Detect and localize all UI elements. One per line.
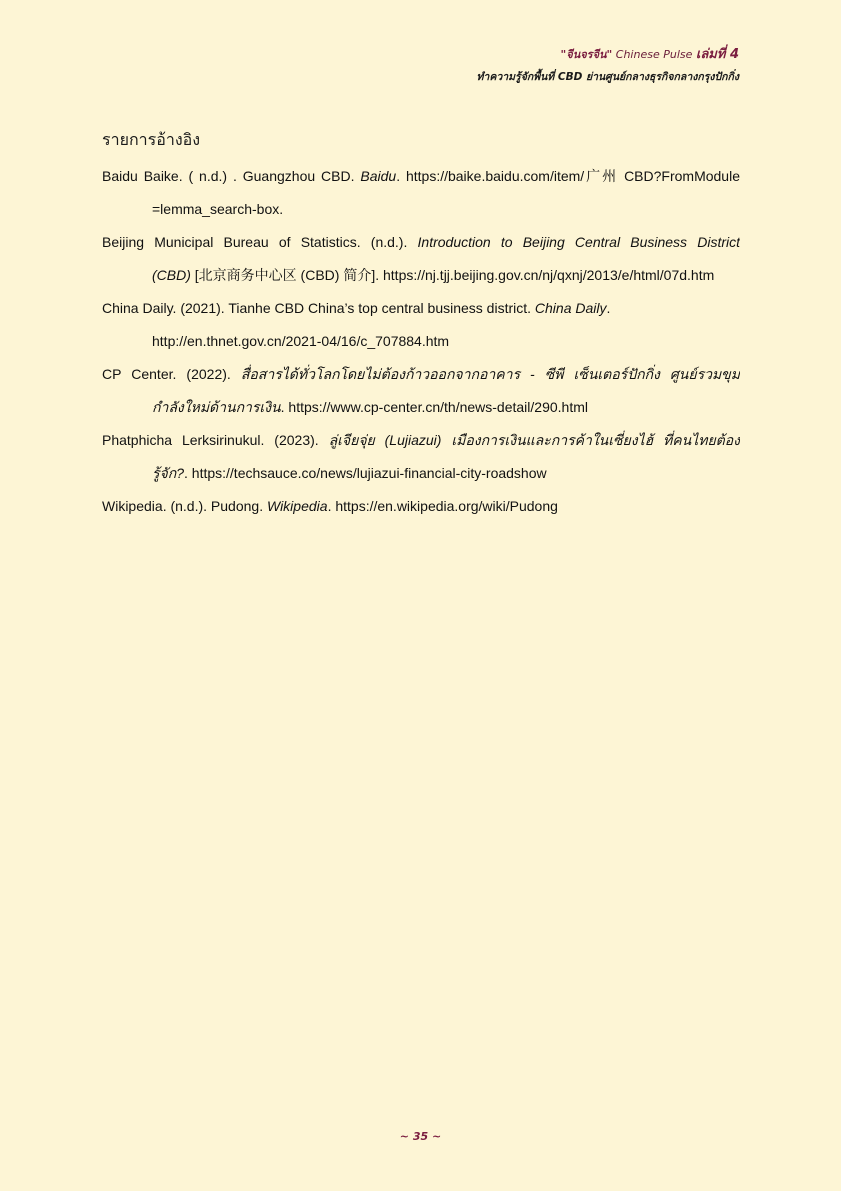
reference-line <box>102 490 740 523</box>
reference-url: . https://techsauce.co/news/lujiazui-financial-city-roadshow <box>184 465 547 481</box>
reference-source: China Daily <box>534 300 607 316</box>
page-number: ~ 35 ~ <box>399 1130 442 1143</box>
header-title-line <box>477 44 740 66</box>
running-header <box>477 44 740 88</box>
reference-url: . https://baike.baidu.com/item/广州 CBD?FromModule <box>396 168 740 184</box>
reference-title: ลู่เจียจุ่ย (Lujiazui) เมืองการเงินและการค้าในเซี่ยงไฮ้ ที่คนไทยต้อง <box>328 432 740 448</box>
reference-url: [北京商务中心区 (CBD) 简介]. https://nj.tjj.beijing.gov.cn/nj/qxnj/2013/e/html/07d.htm <box>190 267 715 283</box>
header-subtitle: ทำความรู้จักพื้นที่ CBD ย่านศูนย์กลางธุรกิจกลางกรุงปักกิ่ง <box>476 71 739 83</box>
reference-entry <box>102 424 740 490</box>
reference-entry <box>102 226 740 292</box>
reference-title-tail: (CBD) <box>152 267 191 283</box>
reference-title-tail: รู้จัก? <box>152 465 184 481</box>
reference-line-continued <box>102 193 740 226</box>
reference-text: Beijing Municipal Bureau of Statistics. (n.d.). <box>102 234 418 250</box>
reference-line <box>102 358 740 391</box>
reference-line-continued <box>102 325 740 358</box>
reference-title-tail: กำลังใหม่ด้านการเงิน <box>152 399 281 415</box>
reference-source: Wikipedia <box>266 498 328 514</box>
reference-line-continued <box>102 259 740 292</box>
header-series: Chinese Pulse <box>615 48 693 61</box>
reference-entry <box>102 292 740 358</box>
reference-line <box>102 160 740 193</box>
reference-line <box>102 226 740 259</box>
reference-entry <box>102 490 740 523</box>
reference-entry <box>102 160 740 226</box>
reference-line <box>102 424 740 457</box>
reference-url: http://en.thnet.gov.cn/2021-04/16/c_707884.htm <box>152 333 450 349</box>
reference-punct: . <box>606 300 611 316</box>
reference-title: Introduction to Beijing Central Business District <box>417 234 740 250</box>
reference-url-tail: =lemma_search-box. <box>152 201 284 217</box>
references-heading: รายการอ้างอิง <box>102 132 201 149</box>
header-brand: "จีนจรจีน" <box>560 48 613 61</box>
reference-source: Baidu <box>360 168 397 184</box>
reference-entry <box>102 358 740 424</box>
reference-line-continued <box>102 391 740 424</box>
reference-title: สื่อสารได้ทั่วโลกโดยไม่ต้องก้าวออกจากอาคาร - ซีพี เซ็นเตอร์ปักกิ่ง ศูนย์รวมขุม <box>240 366 740 382</box>
header-issue: เล่มที่ 4 <box>695 47 739 62</box>
reference-line-continued <box>102 457 740 490</box>
references-list <box>102 160 740 523</box>
reference-text: Baidu Baike. ( n.d.) . Guangzhou CBD. <box>102 168 361 184</box>
reference-text: Phatphicha Lerksirinukul. (2023). <box>102 432 329 448</box>
reference-text: Wikipedia. (n.d.). Pudong. <box>102 498 267 514</box>
reference-line <box>102 292 740 325</box>
reference-url: . https://en.wikipedia.org/wiki/Pudong <box>327 498 558 514</box>
reference-text: CP Center. (2022). <box>102 366 241 382</box>
reference-text: China Daily. (2021). Tianhe CBD China’s top central business district. <box>102 300 535 316</box>
reference-url: . https://www.cp-center.cn/th/news-detail/290.html <box>280 399 588 415</box>
